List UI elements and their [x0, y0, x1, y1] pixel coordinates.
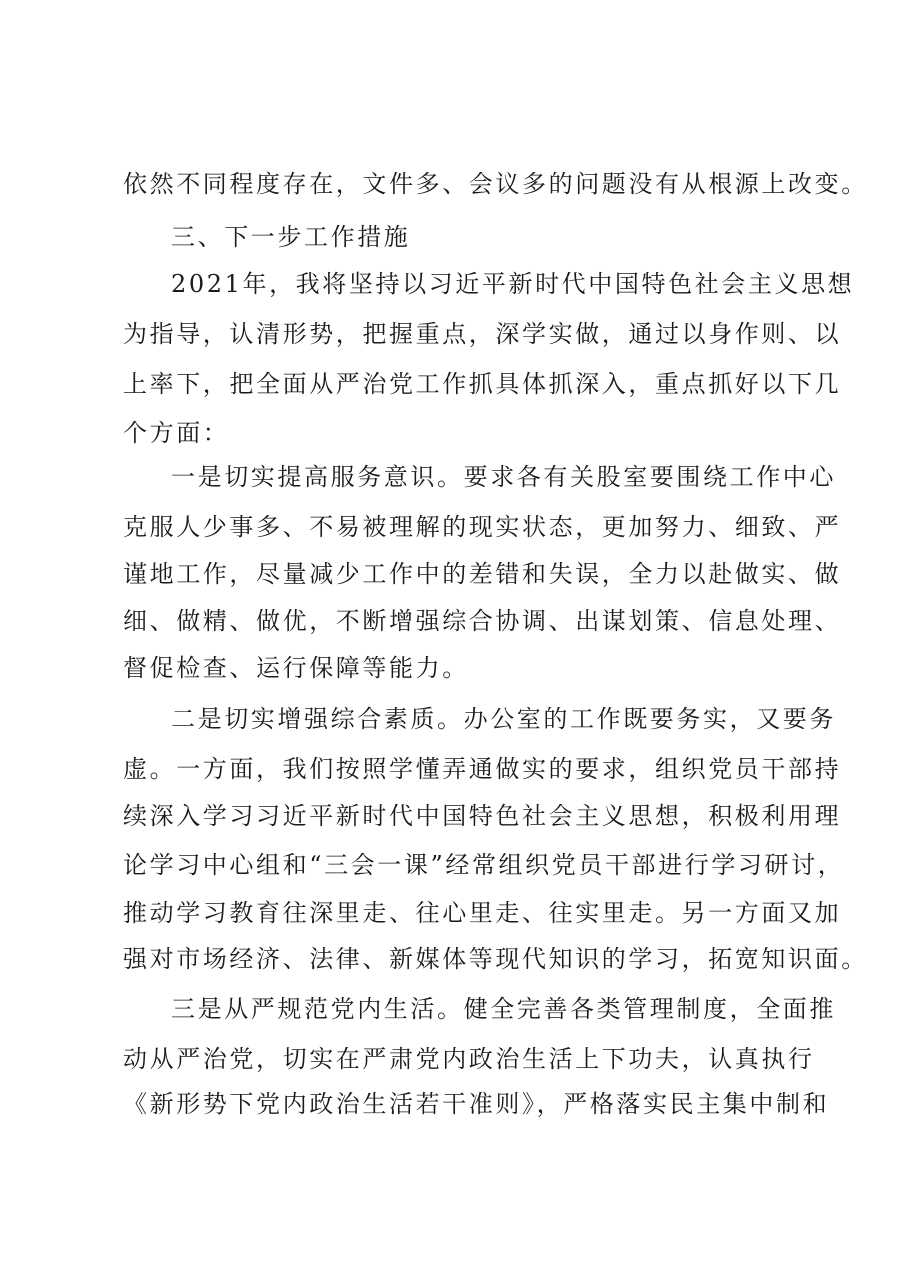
paragraph-line: 个方面：: [123, 419, 230, 447]
paragraph-line: 动从严治党，切实在严肃党内政治生活上下功夫，认真执行: [123, 1045, 815, 1073]
paragraph-line: 依然不同程度存在，文件多、会议多的问题没有从根源上改变。: [123, 170, 868, 198]
paragraph-line: 虚。一方面，我们按照学懂弄通做实的要求，组织党员干部持: [123, 755, 842, 783]
paragraph-line: 克服人少事多、不易被理解的现实状态，更加努力、细致、严: [123, 513, 842, 541]
paragraph-line: 续深入学习习近平新时代中国特色社会主义思想，积极利用理: [123, 802, 842, 830]
paragraph-line: 上率下，把全面从严治党工作抓具体抓深入，重点抓好以下几: [123, 370, 842, 398]
paragraph-line: 一是切实提高服务意识。要求各有关股室要围绕工作中心: [171, 463, 836, 491]
paragraph-line: 推动学习教育往深里走、往心里走、往实里走。另一方面又加: [123, 899, 842, 927]
paragraph-line: 谨地工作，尽量减少工作中的差错和失误，全力以赴做实、做: [123, 560, 842, 588]
paragraph-line: 二是切实增强综合素质。办公室的工作既要务实，又要务: [171, 705, 836, 733]
section-heading: 三、下一步工作措施: [171, 223, 411, 251]
paragraph-line: 细、做精、做优，不断增强综合协调、出谋划策、信息处理、: [123, 607, 842, 635]
paragraph-line: 强对市场经济、法律、新媒体等现代知识的学习，拓宽知识面。: [123, 945, 868, 973]
paragraph-line: 为指导，认清形势，把握重点，深学实做，通过以身作则、以: [123, 320, 842, 348]
paragraph-line: 2021年，我将坚持以习近平新时代中国特色社会主义思想: [171, 270, 855, 298]
paragraph-line: 三是从严规范党内生活。健全完善各类管理制度，全面推: [171, 995, 836, 1023]
paragraph-line: 《新形势下党内政治生活若干准则》，严格落实民主集中制和: [123, 1090, 830, 1118]
paragraph-line: 论学习中心组和“三会一课”经常组织党员干部进行学习研讨，: [123, 851, 845, 879]
paragraph-line: 督促检查、运行保障等能力。: [123, 654, 469, 682]
